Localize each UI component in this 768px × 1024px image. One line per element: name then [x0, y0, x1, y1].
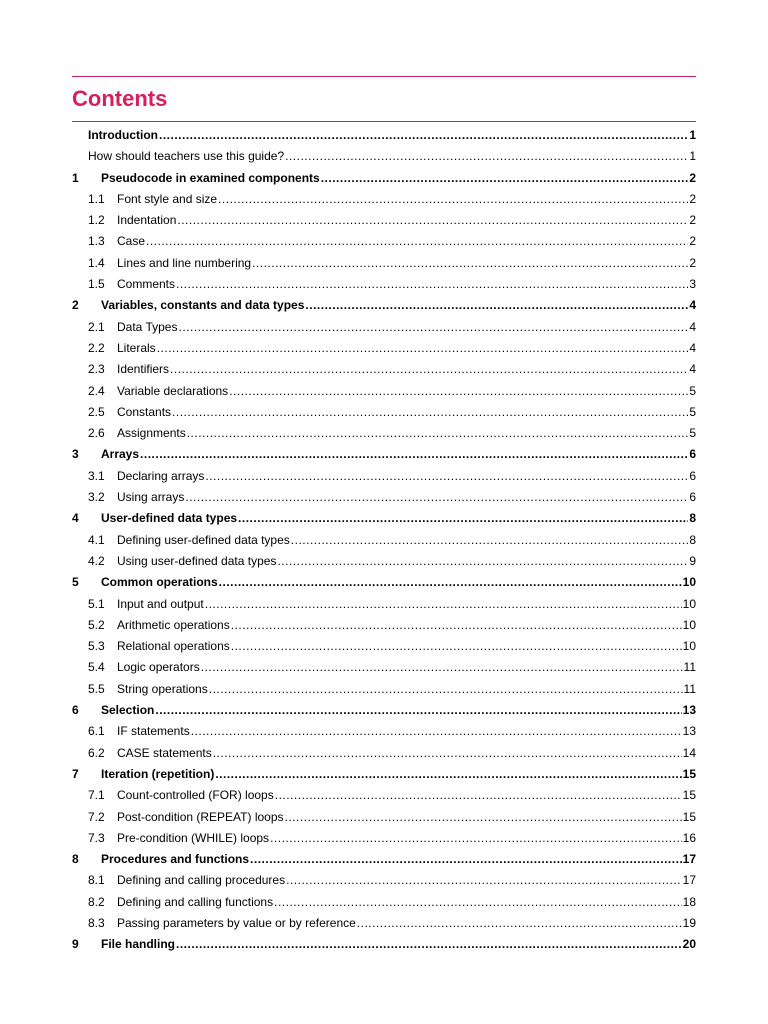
toc-entry-label: How should teachers use this guide? — [88, 149, 285, 164]
toc-entry-number: 4.1 — [88, 532, 105, 547]
toc-entry-label: Count-controlled (FOR) loops — [117, 788, 274, 803]
toc-entry-number: 3.2 — [88, 490, 105, 505]
toc-entry-page-number: 4 — [689, 298, 696, 313]
toc-entry-label: Post-condition (REPEAT) loops — [117, 809, 284, 824]
toc-entry[interactable] — [72, 295, 696, 316]
toc-entry-number: 5.5 — [88, 681, 105, 696]
toc-entry-label: Font style and size — [117, 191, 218, 206]
toc-dot-leader — [252, 253, 688, 274]
toc-entry[interactable] — [72, 679, 696, 700]
toc-dot-leader — [170, 359, 688, 380]
toc-entry[interactable] — [72, 359, 696, 380]
toc-entry-label: Variables, constants and data types — [101, 298, 305, 313]
toc-entry-page-number: 8 — [689, 532, 696, 547]
toc-entry[interactable] — [72, 168, 696, 189]
toc-entry-label: Case — [117, 234, 146, 249]
toc-entry[interactable] — [72, 381, 696, 402]
toc-entry-number: 7.3 — [88, 830, 105, 845]
toc-entry-label: Passing parameters by value or by reference — [117, 915, 356, 930]
toc-dot-leader — [209, 679, 683, 700]
toc-entry-page-number: 17 — [682, 873, 696, 888]
toc-dot-leader — [231, 636, 682, 657]
top-rule — [72, 76, 696, 77]
toc-entry-number: 3 — [72, 447, 79, 462]
toc-entry-number: 8 — [72, 852, 79, 867]
toc-entry-number: 1.1 — [88, 191, 105, 206]
toc-entry-page-number: 5 — [689, 383, 696, 398]
toc-entry-label: Pre-condition (WHILE) loops — [117, 830, 270, 845]
toc-dot-leader — [205, 466, 688, 487]
toc-entry-label: Variable declarations — [117, 383, 229, 398]
toc-dot-leader — [187, 423, 689, 444]
toc-dot-leader — [155, 700, 681, 721]
toc-entry-label: Data Types — [117, 319, 178, 334]
toc-entry[interactable] — [72, 807, 696, 828]
toc-entry-page-number: 2 — [689, 170, 696, 185]
toc-entry-page-number: 6 — [689, 447, 696, 462]
toc-entry-page-number: 1 — [689, 149, 696, 164]
toc-entry-number: 2.1 — [88, 319, 105, 334]
toc-entry-page-number: 15 — [682, 788, 696, 803]
toc-dot-leader — [178, 317, 688, 338]
toc-entry-page-number: 10 — [682, 617, 696, 632]
toc-entry-number: 2.5 — [88, 404, 105, 419]
toc-entry-page-number: 10 — [682, 596, 696, 611]
toc-entry-label: Pseudocode in examined components — [101, 170, 320, 185]
toc-entry-page-number: 2 — [689, 213, 696, 228]
toc-entry[interactable] — [72, 636, 696, 657]
toc-entry-number: 6.1 — [88, 724, 105, 739]
toc-entry-page-number: 2 — [689, 191, 696, 206]
toc-entry-number: 5 — [72, 575, 79, 590]
toc-dot-leader — [201, 657, 683, 678]
toc-dot-leader — [159, 125, 688, 146]
toc-entry-number: 6.2 — [88, 745, 105, 760]
toc-entry-number: 8.2 — [88, 894, 105, 909]
toc-entry-label: Defining user-defined data types — [117, 532, 290, 547]
toc-entry-number: 5.1 — [88, 596, 105, 611]
toc-entry-label: Defining and calling procedures — [117, 873, 286, 888]
toc-entry[interactable] — [72, 594, 696, 615]
toc-entry-label: Assignments — [117, 426, 186, 441]
toc-entry-label: String operations — [117, 681, 208, 696]
toc-entry[interactable] — [72, 913, 696, 934]
toc-dot-leader — [275, 785, 682, 806]
toc-entry-label: Logic operators — [117, 660, 200, 675]
toc-entry-label: Comments — [117, 277, 176, 292]
toc-entry-label: Literals — [117, 340, 156, 355]
toc-entry-number: 6 — [72, 703, 79, 718]
toc-entry-page-number: 4 — [689, 340, 696, 355]
toc-entry-number: 9 — [72, 937, 79, 952]
toc-dot-leader — [213, 743, 682, 764]
toc-entry-label: Indentation — [117, 213, 177, 228]
toc-entry[interactable] — [72, 210, 696, 231]
toc-dot-leader — [305, 295, 688, 316]
toc-entry-number: 1.2 — [88, 213, 105, 228]
toc-entry-label: Procedures and functions — [101, 852, 250, 867]
toc-dot-leader — [176, 274, 688, 295]
toc-entry[interactable] — [72, 743, 696, 764]
toc-entry-page-number: 5 — [689, 426, 696, 441]
toc-dot-leader — [277, 551, 688, 572]
table-of-contents — [72, 125, 696, 956]
toc-entry[interactable] — [72, 125, 696, 146]
toc-dot-leader — [205, 594, 682, 615]
toc-dot-leader — [157, 338, 689, 359]
toc-dot-leader — [321, 168, 689, 189]
toc-entry-page-number: 8 — [689, 511, 696, 526]
toc-entry-number: 7.2 — [88, 809, 105, 824]
toc-entry[interactable] — [72, 657, 696, 678]
toc-entry-page-number: 11 — [683, 681, 696, 696]
toc-entry[interactable] — [72, 870, 696, 891]
page-title: Contents — [72, 86, 168, 111]
toc-entry-page-number: 10 — [682, 575, 696, 590]
toc-entry[interactable] — [72, 466, 696, 487]
toc-entry-label: Introduction — [88, 128, 158, 142]
toc-dot-leader — [270, 828, 682, 849]
toc-entry[interactable] — [72, 508, 696, 529]
toc-entry-page-number: 5 — [689, 404, 696, 419]
toc-dot-leader — [231, 615, 682, 636]
toc-entry-number: 4.2 — [88, 553, 105, 568]
toc-dot-leader — [274, 892, 682, 913]
toc-entry-number: 1.3 — [88, 234, 105, 249]
toc-entry-number: 8.1 — [88, 873, 105, 888]
toc-entry-number: 2.2 — [88, 340, 105, 355]
toc-entry-number: 2.3 — [88, 362, 105, 377]
toc-entry[interactable] — [72, 423, 696, 444]
toc-entry-page-number: 6 — [689, 490, 696, 505]
toc-entry-page-number: 2 — [689, 255, 696, 270]
toc-dot-leader — [286, 870, 682, 891]
toc-entry-number: 1.4 — [88, 255, 105, 270]
toc-entry-number: 5.4 — [88, 660, 105, 675]
toc-entry[interactable] — [72, 615, 696, 636]
toc-dot-leader — [291, 530, 689, 551]
toc-entry-page-number: 10 — [682, 639, 696, 654]
toc-entry[interactable] — [72, 551, 696, 572]
toc-entry-label: Selection — [101, 703, 155, 718]
toc-entry-number: 2.4 — [88, 383, 105, 398]
toc-entry[interactable] — [72, 231, 696, 252]
toc-entry-label: Common operations — [101, 575, 218, 590]
toc-entry-number: 1.5 — [88, 277, 105, 292]
toc-entry[interactable] — [72, 700, 696, 721]
title-rule — [72, 121, 696, 122]
toc-entry-label: Constants — [117, 404, 172, 419]
toc-entry-page-number: 13 — [682, 724, 696, 739]
toc-entry-number: 7.1 — [88, 788, 105, 803]
toc-dot-leader — [229, 381, 688, 402]
toc-entry-page-number: 4 — [689, 362, 696, 377]
toc-entry[interactable] — [72, 934, 696, 955]
toc-entry-page-number: 15 — [682, 809, 696, 824]
toc-dot-leader — [140, 444, 688, 465]
toc-entry-number: 2.6 — [88, 426, 105, 441]
toc-entry-number: 8.3 — [88, 915, 105, 930]
toc-entry-label: Declaring arrays — [117, 468, 205, 483]
toc-dot-leader — [177, 210, 688, 231]
toc-dot-leader — [146, 231, 688, 252]
toc-entry-number: 5.3 — [88, 639, 105, 654]
toc-entry-page-number: 17 — [682, 852, 696, 867]
toc-entry[interactable] — [72, 444, 696, 465]
toc-entry-page-number: 20 — [682, 937, 696, 952]
toc-entry-page-number: 2 — [689, 234, 696, 249]
toc-entry-number: 5.2 — [88, 617, 105, 632]
toc-entry-page-number: 9 — [689, 553, 696, 568]
toc-dot-leader — [172, 402, 688, 423]
toc-dot-leader — [250, 849, 682, 870]
toc-dot-leader — [218, 189, 688, 210]
toc-dot-leader — [357, 913, 682, 934]
toc-dot-leader — [215, 764, 681, 785]
toc-dot-leader — [185, 487, 688, 508]
toc-entry-label: IF statements — [117, 724, 190, 739]
toc-entry[interactable] — [72, 785, 696, 806]
toc-entry[interactable] — [72, 402, 696, 423]
toc-entry-page-number: 1 — [689, 128, 696, 142]
toc-entry[interactable] — [72, 530, 696, 551]
toc-entry-label: Iteration (repetition) — [101, 766, 215, 781]
toc-entry[interactable] — [72, 338, 696, 359]
toc-entry[interactable] — [72, 253, 696, 274]
toc-entry[interactable] — [72, 274, 696, 295]
toc-entry[interactable] — [72, 146, 696, 167]
toc-entry-label: Using arrays — [117, 490, 185, 505]
toc-entry-number: 3.1 — [88, 468, 105, 483]
toc-entry-label: Defining and calling functions — [117, 894, 274, 909]
toc-entry-label: Lines and line numbering — [117, 255, 252, 270]
toc-dot-leader — [176, 934, 682, 955]
toc-entry-label: Arithmetic operations — [117, 617, 230, 632]
toc-entry-page-number: 6 — [689, 468, 696, 483]
toc-entry-page-number: 13 — [682, 703, 696, 718]
toc-entry-page-number: 19 — [682, 915, 696, 930]
toc-entry-number: 7 — [72, 766, 79, 781]
toc-entry-page-number: 4 — [689, 319, 696, 334]
toc-entry[interactable] — [72, 721, 696, 742]
toc-entry-page-number: 18 — [682, 894, 696, 909]
toc-entry-page-number: 11 — [683, 660, 696, 675]
toc-entry[interactable] — [72, 892, 696, 913]
toc-entry-label: CASE statements — [117, 745, 212, 760]
toc-entry[interactable] — [72, 487, 696, 508]
toc-entry[interactable] — [72, 317, 696, 338]
toc-entry-page-number: 15 — [682, 766, 696, 781]
toc-entry-label: File handling — [101, 937, 175, 952]
toc-entry-number: 1 — [72, 170, 79, 185]
toc-entry[interactable] — [72, 828, 696, 849]
toc-entry-page-number: 14 — [682, 745, 696, 760]
toc-entry-number: 2 — [72, 298, 79, 313]
toc-entry-label: Using user-defined data types — [117, 553, 277, 568]
toc-entry-label: Input and output — [117, 596, 204, 611]
toc-dot-leader — [285, 807, 682, 828]
toc-entry[interactable] — [72, 189, 696, 210]
toc-entry-label: Arrays — [101, 447, 140, 462]
toc-dot-leader — [285, 146, 688, 167]
toc-entry-number: 4 — [72, 511, 79, 526]
toc-entry[interactable] — [72, 764, 696, 785]
toc-entry[interactable] — [72, 572, 696, 593]
toc-entry-label: Relational operations — [117, 639, 230, 654]
toc-dot-leader — [238, 508, 688, 529]
toc-dot-leader — [219, 572, 682, 593]
toc-entry-label: User-defined data types — [101, 511, 238, 526]
toc-entry-label: Identifiers — [117, 362, 170, 377]
toc-entry[interactable] — [72, 849, 696, 870]
toc-entry-page-number: 16 — [682, 830, 696, 845]
toc-dot-leader — [191, 721, 682, 742]
toc-entry-page-number: 3 — [689, 277, 696, 292]
